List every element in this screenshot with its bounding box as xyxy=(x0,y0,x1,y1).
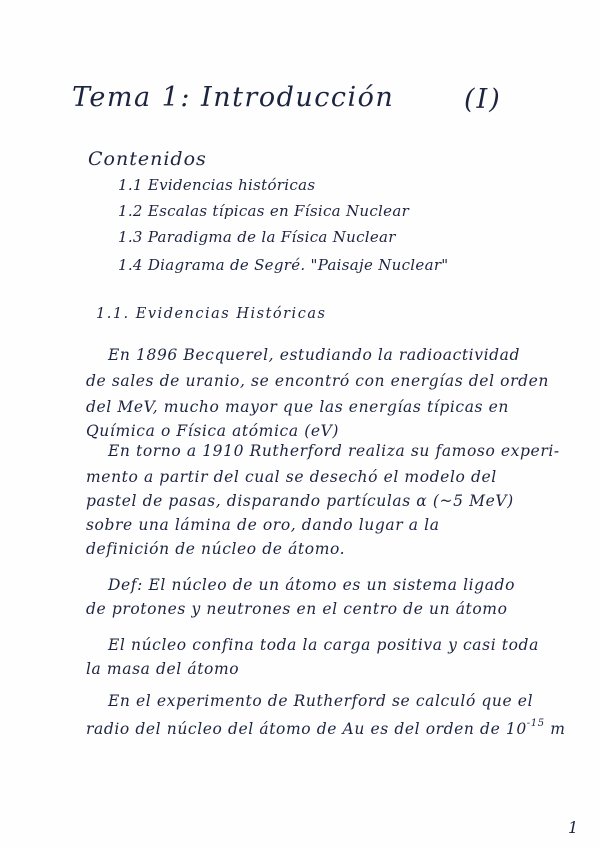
text-line: la masa del átomo xyxy=(86,660,240,678)
page-number: 1 xyxy=(568,818,579,837)
unit: m xyxy=(550,720,566,738)
text-line: del MeV, mucho mayor que las energías típicas en xyxy=(86,398,509,416)
radius-text: radio del núcleo del átomo de Au es del orden de 10 xyxy=(86,720,527,738)
text-line: En el experimento de Rutherford se calculó que el xyxy=(108,692,534,710)
text-line: mento a partir del cual se desechó el modelo del xyxy=(86,468,497,486)
text-line: Química o Física atómica (eV) xyxy=(86,422,340,440)
definition-line: Def: El núcleo de un átomo es un sistema ligado xyxy=(108,576,516,594)
text-line: definición de núcleo de átomo. xyxy=(86,540,346,558)
exponent: -15 xyxy=(526,718,545,729)
toc-item: 1.3 Paradigma de la Física Nuclear xyxy=(118,228,396,246)
text-line xyxy=(86,718,566,738)
part-number: (I) xyxy=(464,84,502,115)
toc-item: 1.2 Escalas típicas en Física Nuclear xyxy=(118,202,410,220)
text-line: El núcleo confina toda la carga positiva y casi toda xyxy=(108,636,539,654)
text-line: pastel de pasas, disparando partículas α (~5 MeV) xyxy=(86,492,514,510)
page-title: Tema 1: Introducción xyxy=(72,82,395,113)
toc-item: 1.4 Diagrama de Segré. "Paisaje Nuclear" xyxy=(118,256,449,274)
section-heading: 1.1. Evidencias Históricas xyxy=(96,306,327,322)
definition-line: de protones y neutrones en el centro de un átomo xyxy=(86,600,508,618)
contents-heading: Contenidos xyxy=(88,148,207,170)
text-line: sobre una lámina de oro, dando lugar a la xyxy=(86,516,440,534)
toc-item: 1.1 Evidencias históricas xyxy=(118,176,316,194)
text-line: de sales de uranio, se encontró con energías del orden xyxy=(86,372,549,390)
text-line: En torno a 1910 Rutherford realiza su famoso experi- xyxy=(108,442,560,460)
text-line: En 1896 Becquerel, estudiando la radioactividad xyxy=(108,346,521,364)
